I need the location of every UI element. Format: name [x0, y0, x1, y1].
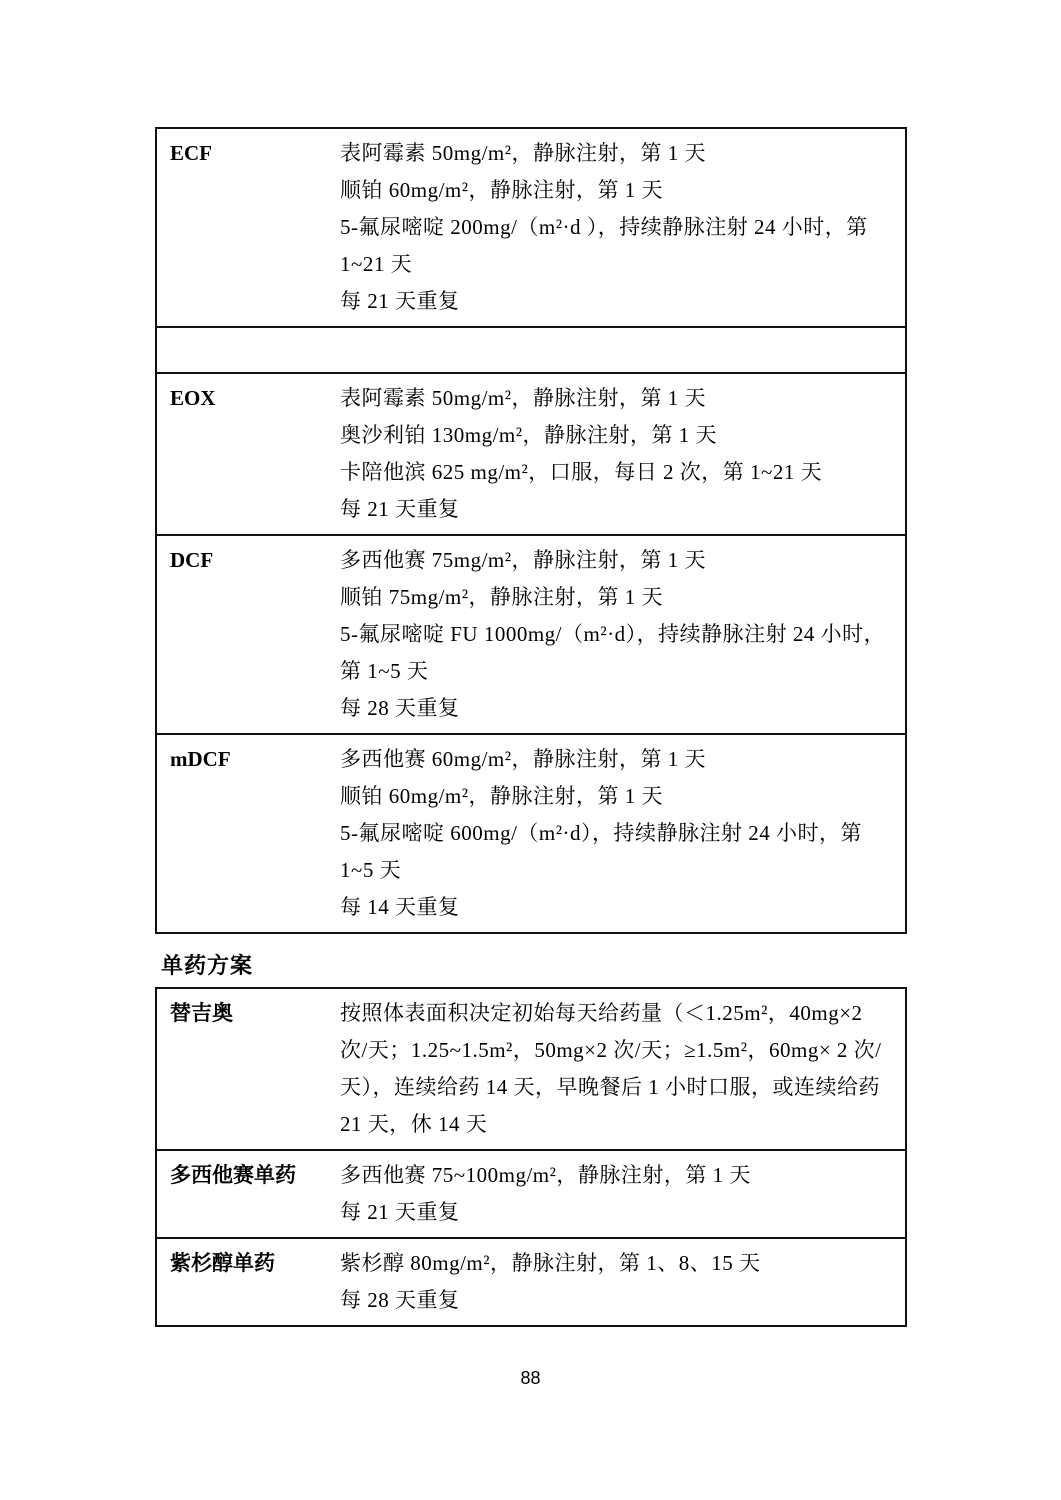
table-row-empty — [157, 326, 905, 372]
regimen-line: 每 21 天重复 — [340, 497, 460, 521]
table-row-paclitaxel-mono — [157, 1237, 905, 1325]
regimen-line: 顺铂 75mg/m²，静脉注射，第 1 天 — [340, 585, 664, 609]
regimen-line: 顺铂 60mg/m²，静脉注射，第 1 天 — [340, 178, 664, 202]
regimen-name: 替吉奥 — [170, 1001, 233, 1025]
regimen-line: 卡陪他滨 625 mg/m²，口服，每日 2 次，第 1~21 天 — [340, 460, 823, 484]
regimen-details — [340, 1239, 905, 1325]
regimen-line: 5-氟尿嘧啶 FU 1000mg/（m²·d），持续静脉注射 24 小时，第 1~5 天 — [340, 622, 886, 683]
table-row-tegio — [157, 989, 905, 1149]
regimen-line: 奥沙利铂 130mg/m²，静脉注射，第 1 天 — [340, 423, 718, 447]
regimen-line: 表阿霉素 50mg/m²，静脉注射，第 1 天 — [340, 141, 707, 165]
regimen-details — [340, 1151, 905, 1237]
regimen-name: 多西他赛单药 — [170, 1163, 296, 1187]
regimen-line: 多西他赛 75~100mg/m²，静脉注射，第 1 天 — [340, 1163, 751, 1187]
table-row-docetaxel-mono — [157, 1149, 905, 1237]
table-row-mdcf — [157, 733, 905, 932]
regimen-details — [340, 735, 905, 932]
regimen-line: 5-氟尿嘧啶 600mg/（m²·d），持续静脉注射 24 小时，第 1~5 天 — [340, 821, 863, 882]
section-heading-monotherapy: 单药方案 — [161, 953, 254, 978]
regimen-line: 5-氟尿嘧啶 200mg/（m²·d ），持续静脉注射 24 小时，第 1~21 天 — [340, 215, 868, 276]
regimen-line: 多西他赛 60mg/m²，静脉注射，第 1 天 — [340, 747, 707, 771]
regimen-line: 每 21 天重复 — [340, 289, 460, 313]
regimen-details — [340, 989, 905, 1149]
regimen-details — [340, 536, 905, 733]
regimen-details — [340, 374, 905, 534]
regimen-line: 每 21 天重复 — [340, 1200, 460, 1224]
table-row-ecf — [157, 129, 905, 326]
regimen-line: 每 14 天重复 — [340, 895, 460, 919]
table-row-dcf — [157, 534, 905, 733]
regimen-line: 按照体表面积决定初始每天给药量（＜1.25m²，40mg×2 次/天；1.25~1.5m²，50mg×2 次/天；≥1.5m²，60mg× 2 次/天），连续给药 14 天，早晚餐后 1 小时口服，或连续给药 21 天，休 14 天 — [340, 1001, 882, 1136]
regimen-line: 每 28 天重复 — [340, 1288, 460, 1312]
regimen-line: 紫杉醇 80mg/m²，静脉注射，第 1、8、15 天 — [340, 1251, 761, 1275]
regimen-name: mDCF — [170, 747, 231, 771]
regimen-line: 顺铂 60mg/m²，静脉注射，第 1 天 — [340, 784, 664, 808]
regimen-details — [340, 129, 905, 326]
regimen-name: EOX — [170, 386, 216, 410]
combination-regimen-table — [155, 127, 907, 934]
monotherapy-regimen-table — [155, 987, 907, 1327]
regimen-line: 多西他赛 75mg/m²，静脉注射，第 1 天 — [340, 548, 707, 572]
regimen-name: DCF — [170, 548, 214, 572]
regimen-name: ECF — [170, 141, 212, 165]
regimen-line: 表阿霉素 50mg/m²，静脉注射，第 1 天 — [340, 386, 707, 410]
page-number: 88 — [520, 1368, 541, 1388]
table-row-eox — [157, 372, 905, 534]
regimen-line: 每 28 天重复 — [340, 696, 460, 720]
regimen-name: 紫杉醇单药 — [170, 1251, 275, 1275]
